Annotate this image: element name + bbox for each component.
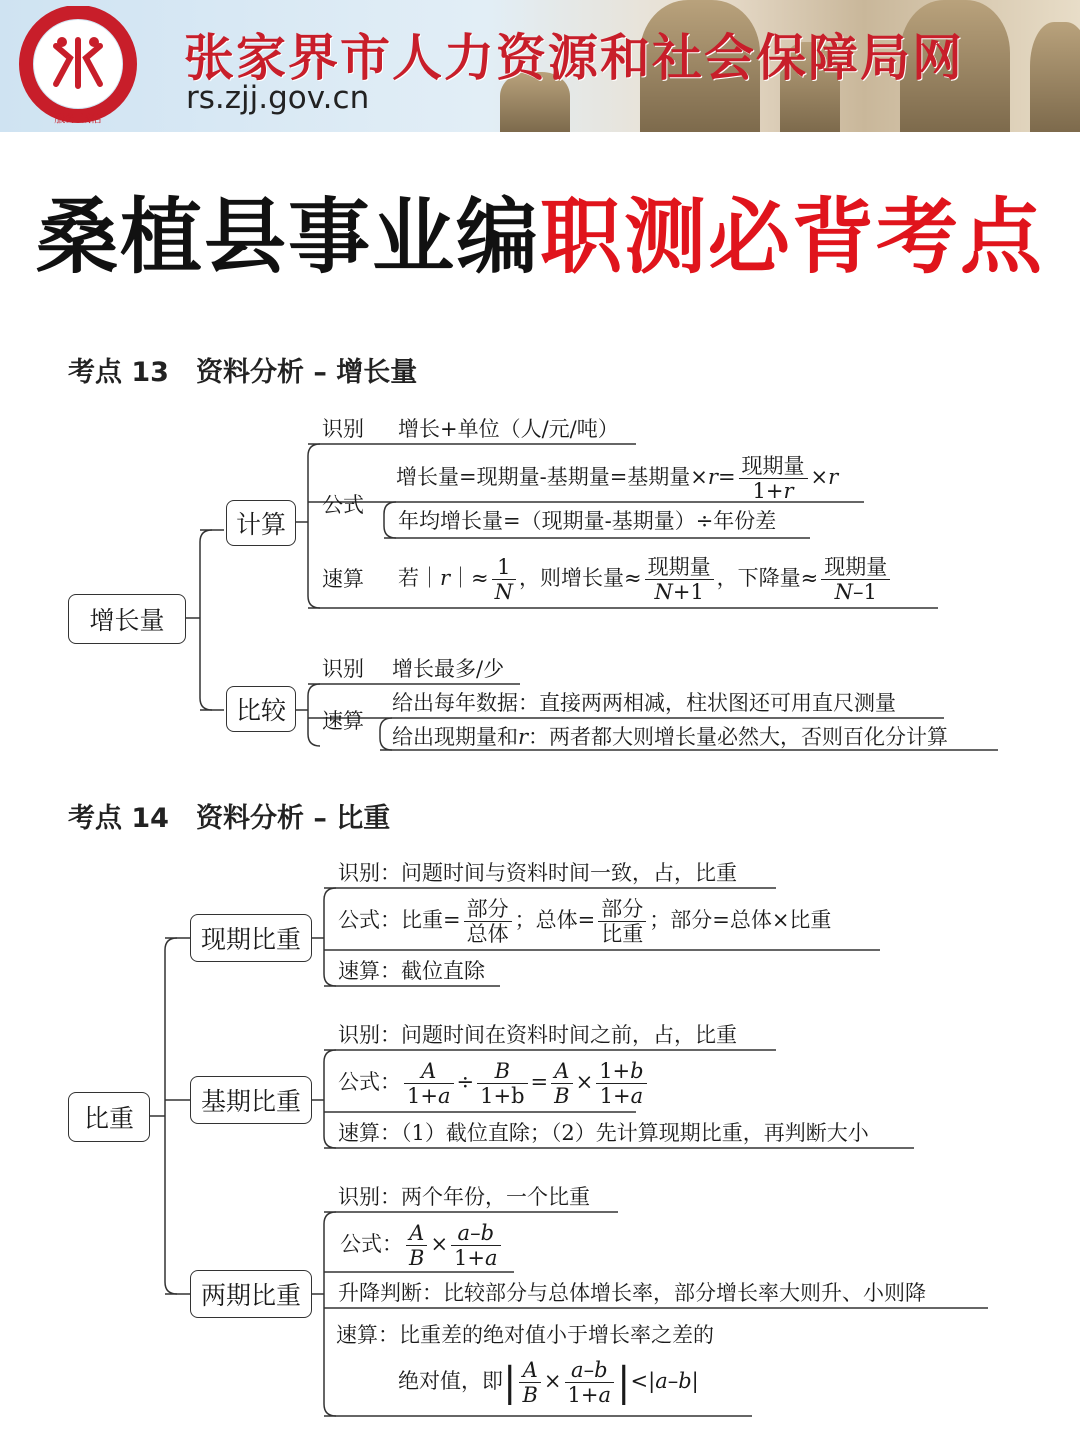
node-base-proportion: 基期比重 bbox=[190, 1076, 312, 1124]
numerator bbox=[477, 1059, 527, 1084]
text: ，下降量≈ bbox=[716, 566, 819, 590]
identify-text: 增长+单位（人/元/吨） bbox=[398, 417, 619, 441]
var-b: b bbox=[511, 1084, 525, 1108]
site-name: 张家界市人力资源和社会保障局网 bbox=[184, 29, 964, 87]
denominator bbox=[451, 1246, 501, 1270]
plus-one: +1 bbox=[672, 580, 704, 604]
fraction bbox=[596, 1059, 646, 1108]
denominator bbox=[492, 580, 516, 604]
one-plus: 1+ bbox=[454, 1246, 486, 1270]
var-r: r bbox=[518, 725, 529, 749]
one-plus: 1+ bbox=[752, 479, 784, 503]
one-plus: 1+ bbox=[599, 1059, 631, 1083]
numerator bbox=[565, 1358, 615, 1383]
denominator bbox=[565, 1383, 615, 1407]
base-identify: 识别：问题时间在资料时间之前，占，比重 bbox=[338, 1023, 737, 1047]
numerator bbox=[551, 1059, 572, 1084]
denominator bbox=[596, 1084, 646, 1108]
fraction bbox=[406, 1221, 427, 1270]
denominator bbox=[739, 479, 808, 503]
formula-text: 增长量=现期量-基期量=基期量× bbox=[396, 465, 708, 489]
var-a: a bbox=[437, 1084, 451, 1108]
node-proportion: 比重 bbox=[68, 1092, 150, 1142]
two-period-inequality bbox=[398, 1354, 699, 1410]
var-b-upper: B bbox=[554, 1084, 570, 1108]
compare-rule-2 bbox=[392, 724, 948, 750]
two-period-formula bbox=[340, 1218, 504, 1270]
text: 公式： bbox=[340, 1232, 403, 1256]
abs-bar: | bbox=[691, 1369, 699, 1393]
formula-growth bbox=[396, 452, 838, 503]
var-a: a bbox=[457, 1221, 471, 1245]
current-quick-calc: 速算：截位直除 bbox=[338, 959, 485, 983]
denominator bbox=[821, 580, 890, 604]
var-n: N bbox=[834, 580, 853, 604]
fraction bbox=[565, 1358, 615, 1407]
var-b-upper: B bbox=[522, 1383, 538, 1407]
var-a: a bbox=[571, 1358, 584, 1382]
fraction bbox=[519, 1358, 540, 1407]
text: ；部分=总体×比重 bbox=[649, 908, 832, 932]
text: ；总体= bbox=[514, 908, 596, 932]
times-sign: × bbox=[810, 465, 829, 489]
label-identify: 识别 bbox=[322, 657, 364, 681]
denominator bbox=[645, 580, 714, 604]
text: 绝对值，即 bbox=[398, 1369, 503, 1393]
denominator: 比重 bbox=[601, 922, 644, 946]
fraction bbox=[451, 1221, 501, 1270]
eq-sign: = bbox=[717, 465, 736, 489]
numerator: 现期量 bbox=[739, 454, 808, 479]
site-url[interactable]: rs.zjj.gov.cn bbox=[186, 80, 370, 116]
title-red-part: 职测必背考点 bbox=[540, 190, 1045, 285]
denominator bbox=[477, 1084, 527, 1108]
var-b-upper: B bbox=[494, 1059, 511, 1083]
title-black-part: 桑植县事业编 bbox=[35, 190, 540, 285]
var-a: a bbox=[598, 1383, 612, 1407]
quick-calc-formula bbox=[398, 552, 893, 604]
node-calculate: 计算 bbox=[226, 500, 296, 546]
abs-bar: | bbox=[503, 1359, 517, 1406]
var-a: a bbox=[485, 1246, 498, 1270]
logo-caption: 服务 诚信 bbox=[54, 112, 102, 125]
var-b: b bbox=[480, 1221, 495, 1245]
div-sign: ÷ bbox=[456, 1070, 475, 1094]
label-formula: 公式 bbox=[322, 493, 364, 517]
var-r: r bbox=[440, 566, 451, 590]
var-r: r bbox=[783, 479, 794, 503]
var-a-upper: A bbox=[554, 1059, 570, 1083]
var-a-upper: A bbox=[421, 1059, 437, 1083]
minus-one: –1 bbox=[853, 580, 877, 604]
var-a: a bbox=[630, 1084, 644, 1108]
text: 公式：比重= bbox=[338, 908, 461, 932]
current-formula bbox=[338, 894, 831, 946]
one-plus: 1+ bbox=[567, 1383, 599, 1407]
base-formula bbox=[338, 1056, 650, 1108]
numerator: 现期量 bbox=[645, 555, 714, 580]
section-13-heading: 考点 13 资料分析 – 增长量 bbox=[68, 357, 418, 388]
fraction bbox=[739, 454, 808, 503]
one-plus: 1+ bbox=[480, 1084, 512, 1108]
denominator bbox=[551, 1084, 572, 1108]
numerator: 部分 bbox=[464, 897, 512, 922]
fraction bbox=[477, 1059, 527, 1108]
minus-sign: – bbox=[667, 1369, 679, 1393]
compare-identify-text: 增长最多/少 bbox=[392, 657, 505, 681]
var-r: r bbox=[828, 465, 839, 489]
times-sign: × bbox=[430, 1232, 449, 1256]
fraction bbox=[598, 897, 646, 946]
numerator: 部分 bbox=[598, 897, 646, 922]
numerator: 现期量 bbox=[821, 555, 890, 580]
label-identify: 识别 bbox=[322, 417, 364, 441]
var-r: r bbox=[707, 465, 718, 489]
text: 公式： bbox=[338, 1070, 401, 1094]
base-quick-calc: 速算：（1）截位直除；（2）先计算现期比重，再判断大小 bbox=[338, 1121, 869, 1145]
one-plus: 1+ bbox=[599, 1084, 631, 1108]
var-n: N bbox=[654, 580, 673, 604]
var-b: b bbox=[630, 1059, 644, 1083]
fraction bbox=[404, 1059, 454, 1108]
denominator bbox=[406, 1246, 427, 1270]
var-n: N bbox=[494, 580, 514, 604]
formula-annual: 年均增长量=（现期量-基期量）÷年份差 bbox=[398, 509, 777, 533]
text: ：两者都大则增长量必然大，否则百化分计算 bbox=[528, 725, 949, 749]
fraction bbox=[492, 555, 516, 604]
fraction bbox=[821, 555, 890, 604]
var-a-upper: A bbox=[522, 1358, 538, 1382]
fraction bbox=[551, 1059, 572, 1108]
compare-rule-1: 给出每年数据：直接两两相减，柱状图还可用直尺测量 bbox=[392, 691, 896, 715]
eq-sign: = bbox=[530, 1070, 549, 1094]
var-b: b bbox=[594, 1358, 608, 1382]
var-a: a bbox=[655, 1369, 668, 1393]
abs-bar: | bbox=[617, 1359, 631, 1406]
numerator bbox=[596, 1059, 646, 1084]
times-sign: × bbox=[575, 1070, 594, 1094]
label-quick-calc: 速算 bbox=[322, 709, 364, 733]
numerator bbox=[406, 1221, 427, 1246]
var-a-upper: A bbox=[409, 1221, 425, 1245]
node-current-proportion: 现期比重 bbox=[190, 914, 312, 962]
two-period-identify: 识别：两个年份，一个比重 bbox=[338, 1185, 590, 1209]
minus-sign: – bbox=[583, 1358, 595, 1382]
denominator bbox=[404, 1084, 454, 1108]
node-two-period-proportion: 两期比重 bbox=[190, 1270, 312, 1318]
text: ，则增长量≈ bbox=[519, 566, 642, 590]
denominator: 总体 bbox=[466, 922, 509, 946]
section-14-heading: 考点 14 资料分析 – 比重 bbox=[68, 803, 391, 834]
text: 给出现期量和 bbox=[392, 725, 518, 749]
text: ｜≈ bbox=[450, 566, 489, 590]
less-than: <| bbox=[630, 1369, 656, 1393]
numerator bbox=[519, 1358, 540, 1383]
times-sign: × bbox=[543, 1369, 562, 1393]
one-plus: 1+ bbox=[407, 1084, 438, 1108]
label-quick-calc: 速算 bbox=[322, 567, 364, 591]
denominator bbox=[519, 1383, 540, 1407]
text: 若｜ bbox=[398, 566, 440, 590]
two-period-quick-calc: 速算：比重差的绝对值小于增长率之差的 bbox=[336, 1323, 714, 1347]
current-identify: 识别：问题时间与资料时间一致，占，比重 bbox=[338, 861, 737, 885]
node-growth-amount: 增长量 bbox=[68, 594, 186, 644]
two-period-judgement: 升降判断：比较部分与总体增长率，部分增长率大则升、小则降 bbox=[338, 1281, 926, 1305]
var-b: b bbox=[678, 1369, 692, 1393]
numerator: 1 bbox=[492, 555, 516, 580]
node-compare: 比较 bbox=[226, 686, 296, 732]
var-b-upper: B bbox=[409, 1246, 425, 1270]
numerator bbox=[451, 1221, 501, 1246]
numerator bbox=[404, 1059, 454, 1084]
fraction bbox=[464, 897, 512, 946]
minus-sign: – bbox=[470, 1221, 481, 1245]
fraction bbox=[645, 555, 714, 604]
